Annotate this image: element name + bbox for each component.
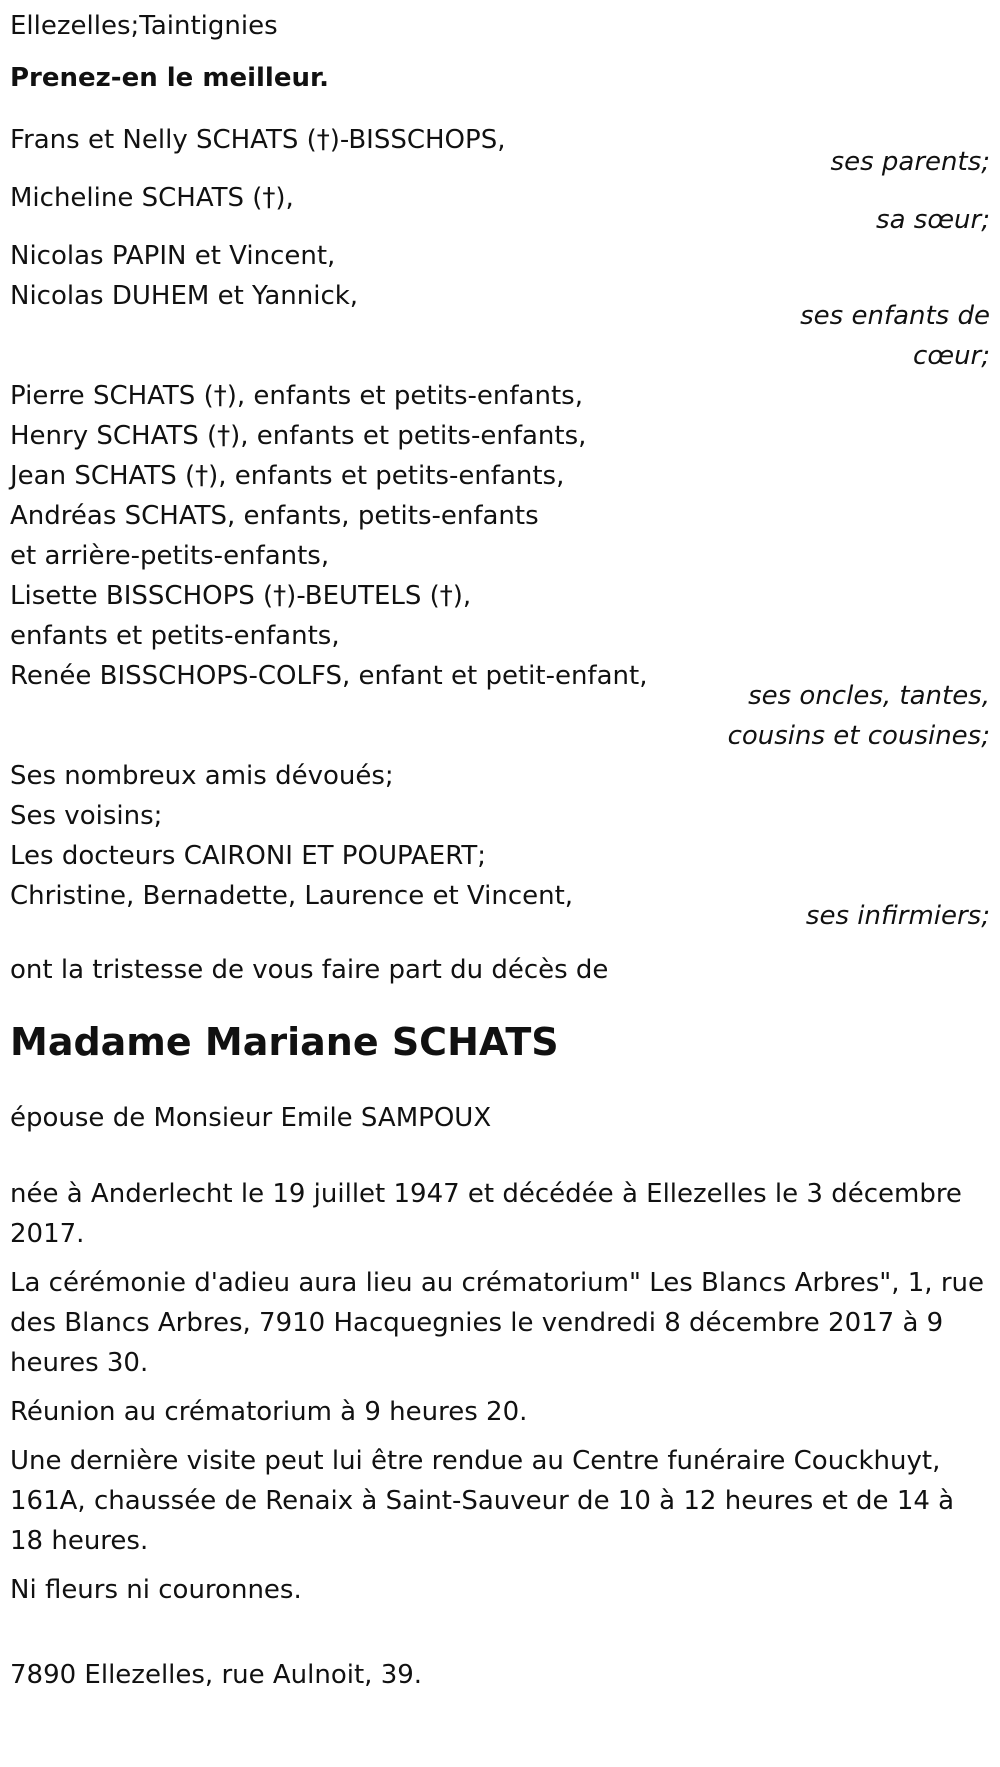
visit-paragraph: Une dernière visite peut lui être rendue au Centre funéraire Couckhuyt, 161A, chaussée de Renaix à Saint-Sauveur de 10 à 12 heures et de 14 à 18 heures. [10, 1446, 955, 1556]
others-1: Ses nombreux amis dévoués; [10, 761, 394, 791]
flowers-paragraph: Ni fleurs ni couronnes. [10, 1575, 302, 1605]
relative-2: Henry SCHATS (†), enfants et petits-enfants, [10, 421, 587, 451]
relative-1: Pierre SCHATS (†), enfants et petits-enfants, [10, 381, 583, 411]
reunion-paragraph: Réunion au crématorium à 9 heures 20. [10, 1397, 528, 1427]
relative-3: Jean SCHATS (†), enfants et petits-enfants, [10, 461, 565, 491]
location-line: Ellezelles;Taintignies [10, 11, 278, 41]
relative-8: Renée BISSCHOPS-COLFS, enfant et petit-enfant, [10, 661, 648, 691]
relative-4: Andréas SCHATS, enfants, petits-enfants [10, 501, 539, 531]
relative-7: enfants et petits-enfants, [10, 621, 340, 651]
children-line-2: Nicolas DUHEM et Yannick, [10, 281, 359, 311]
deceased-name: Madame Mariane SCHATS [10, 1020, 559, 1064]
children-role-line-2: cœur; [913, 341, 990, 371]
spouse-line: épouse de Monsieur Emile SAMPOUX [10, 1103, 492, 1133]
relative-6: Lisette BISSCHOPS (†)-BEUTELS (†), [10, 581, 472, 611]
ceremony-paragraph: La cérémonie d'adieu aura lieu au crématorium" Les Blancs Arbres", 1, rue des Blancs Arbres, 7910 Hacquegnies le vendredi 8 décembre 2017 à 9 heures 30. [10, 1268, 984, 1378]
sister-role: sa sœur; [876, 205, 990, 235]
relatives-role-line-2: cousins et cousines; [727, 721, 990, 751]
parents-role: ses parents; [830, 147, 990, 177]
birth-death-paragraph: née à Anderlecht le 19 juillet 1947 et décédée à Ellezelles le 3 décembre 2017. [10, 1179, 962, 1249]
children-line-1: Nicolas PAPIN et Vincent, [10, 241, 336, 271]
relatives-role-line-1: ses oncles, tantes, [748, 681, 990, 711]
others-3: Les docteurs CAIRONI ET POUPAERT; [10, 841, 487, 871]
others-2: Ses voisins; [10, 801, 163, 831]
sister-name: Micheline SCHATS (†), [10, 183, 294, 213]
announcement-intro: ont la tristesse de vous faire part du décès de [10, 955, 609, 985]
motto: Prenez-en le meilleur. [10, 63, 329, 93]
children-role-line-1: ses enfants de [800, 301, 990, 331]
parents-names: Frans et Nelly SCHATS (†)-BISSCHOPS, [10, 125, 506, 155]
relative-5: et arrière-petits-enfants, [10, 541, 330, 571]
nurses-role: ses infirmiers; [805, 901, 990, 931]
others-4: Christine, Bernadette, Laurence et Vincent, [10, 881, 574, 911]
address-line: 7890 Ellezelles, rue Aulnoit, 39. [10, 1660, 423, 1690]
